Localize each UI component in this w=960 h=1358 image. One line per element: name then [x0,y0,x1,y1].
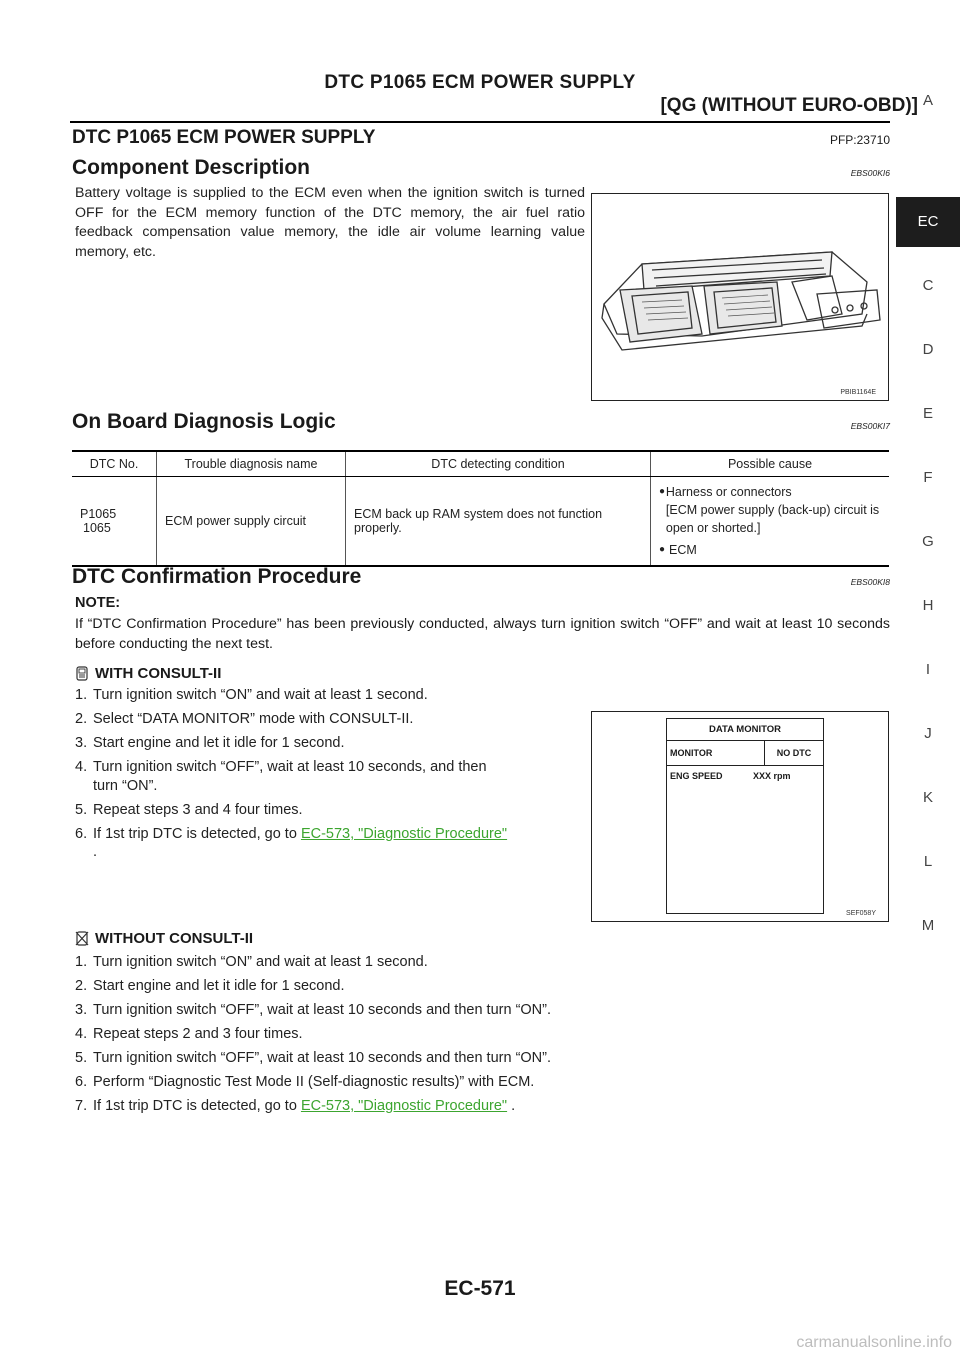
list-item [659,483,881,537]
without-step-1: 1. Turn ignition switch “ON” and wait at least 1 second. [75,954,428,970]
monitor-figure-code: SEF058Y [846,910,876,917]
side-tab-j[interactable]: J [924,725,932,742]
section-title: DTC P1065 ECM POWER SUPPLY [72,127,376,148]
with-step-6-end: . [93,844,98,860]
page-header-subtitle: [QG (WITHOUT EURO-OBD)] [660,95,918,116]
table-header-row [72,451,889,477]
with-step-3: 3. Start engine and let it idle for 1 second. [75,735,345,751]
obd-logic-heading: On Board Diagnosis Logic [72,410,336,433]
obd-logic-code: EBS00KI7 [850,421,890,431]
side-tab-k[interactable]: K [922,789,933,806]
note-text: If “DTC Confirmation Procedure” has been previously conducted, always turn ignition switch “OFF” and wait at least 10 seconds before conducting the next test. [75,616,890,652]
page-number: EC-571 [444,1277,516,1300]
monitor-data-row [667,766,823,781]
monitor-col-status: NO DTC [764,741,823,765]
without-consult-heading [75,930,253,947]
with-step-4: 4. Turn ignition switch “OFF”, wait at least 10 seconds, and then [75,759,487,775]
without-step-4: 4. Repeat steps 2 and 3 four times. [75,1026,303,1042]
component-description-text: Battery voltage is supplied to the ECM even when the ignition switch is turned OFF for the ECM memory function of the DTC memory, the air fuel ratio feedback compensation value memory, the idle air volume learning value memory, etc. [75,185,585,260]
data-monitor-figure [591,711,889,922]
without-step-6: 6. Perform “Diagnostic Test Mode II (Self-diagnostic results)” with ECM. [75,1074,535,1090]
col-detecting-condition: DTC detecting condition [346,451,651,477]
no-consult-icon [75,931,89,946]
side-tab-g[interactable]: G [922,533,934,550]
without-consult-label: WITHOUT CONSULT-II [95,930,254,947]
col-trouble-name: Trouble diagnosis name [157,451,346,477]
with-step-4-cont: turn “ON”. [93,778,158,794]
monitor-title: DATA MONITOR [667,719,823,741]
header-rule [70,121,890,123]
with-step-5: 5. Repeat steps 3 and 4 four times. [75,802,303,818]
dtc-no-primary: P1065 [80,507,117,521]
without-step-5: 5. Turn ignition switch “OFF”, wait at least 10 seconds and then turn “ON”. [75,1050,552,1066]
side-tab-ec[interactable]: EC [896,197,960,247]
diagnostic-procedure-link-2[interactable]: EC-573, "Diagnostic Procedure" [300,1098,508,1114]
monitor-row-value: XXX rpm [753,771,791,781]
confirmation-code: EBS00KI8 [850,577,890,587]
ecm-illustration [592,194,888,400]
section-index-tabs [896,0,960,1358]
with-consult-label: WITH CONSULT-II [95,665,222,682]
side-tab-f[interactable]: F [923,469,933,486]
bullet-icon: ● [659,486,666,497]
page-header-title: DTC P1065 ECM POWER SUPPLY [324,72,636,93]
side-tab-a[interactable]: A [922,92,933,109]
without-step-7: 7. If 1st trip DTC is detected, go to EC-573, "Diagnostic Procedure" . [75,1098,516,1114]
side-tab-h[interactable]: H [922,597,934,614]
obd-logic-table [72,450,889,567]
cause-ecm: ECM [669,543,697,557]
cell-possible-cause [651,477,890,567]
with-step-1: 1. Turn ignition switch “ON” and wait at least 1 second. [75,687,428,703]
table-row [72,477,889,567]
with-step-2: 2. Select “DATA MONITOR” mode with CONSULT-II. [75,711,414,727]
cause-harness-detail: [ECM power supply (back-up) circuit is open or shorted.] [665,503,880,535]
side-tab-e[interactable]: E [922,405,933,422]
diagnostic-procedure-link-1[interactable]: EC-573, "Diagnostic Procedure" [300,826,508,842]
with-consult-heading [75,665,221,682]
cell-dtc-no [72,477,157,567]
side-tab-c[interactable]: C [922,277,934,294]
list-item [659,541,881,559]
component-description-heading: Component Description [72,156,311,179]
consult-tester-icon [75,666,89,681]
col-dtc-no: DTC No. [72,451,157,477]
monitor-screen [666,718,824,914]
cell-trouble-name: ECM power supply circuit [157,477,346,567]
ecm-figure [591,193,889,401]
without-step-3: 3. Turn ignition switch “OFF”, wait at least 10 seconds and then turn “ON”. [75,1002,552,1018]
cause-harness: Harness or connectors [665,485,792,499]
with-step-6: 6. If 1st trip DTC is detected, go to EC-573, "Diagnostic Procedure" [75,826,508,842]
monitor-row-label: ENG SPEED [670,771,723,781]
part-number: PFP:23710 [829,133,890,147]
component-description-code: EBS00KI6 [850,168,890,178]
ecm-figure-code: PBIB1164E [840,389,876,396]
confirmation-heading: DTC Confirmation Procedure [72,565,362,588]
dtc-no-secondary: 1065 [83,521,111,535]
side-tab-d[interactable]: D [922,341,934,358]
cell-detecting-condition: ECM back up RAM system does not function properly. [346,477,651,567]
col-possible-cause: Possible cause [651,451,890,477]
monitor-header-row [667,741,823,766]
without-step-2: 2. Start engine and let it idle for 1 second. [75,978,345,994]
watermark: carmanualsonline.info [796,1334,952,1351]
side-tab-m[interactable]: M [921,917,935,934]
bullet-icon: ● [659,544,666,555]
note-label: NOTE: [75,595,121,611]
monitor-col-monitor: MONITOR [670,748,713,758]
side-tab-l[interactable]: L [923,853,933,870]
side-tab-i[interactable]: I [925,661,931,678]
